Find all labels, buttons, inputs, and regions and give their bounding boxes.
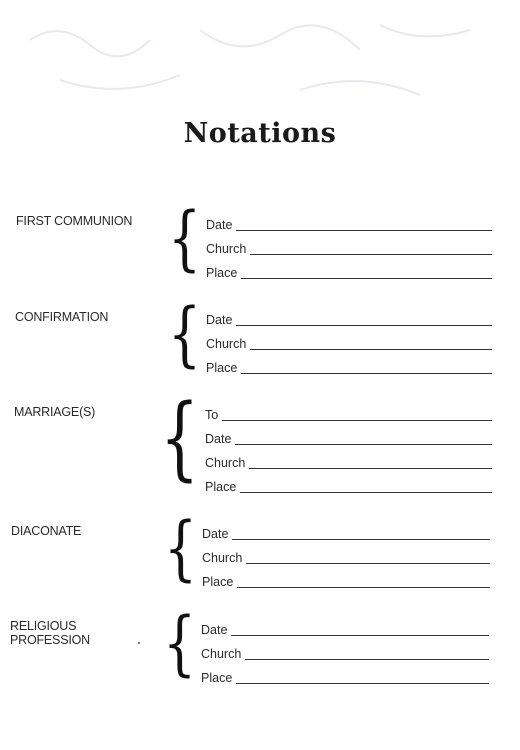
brace-icon: { xyxy=(168,294,202,376)
date-label: Date xyxy=(206,313,233,327)
church-line xyxy=(245,658,489,660)
religious-profession-label-line1: RELIGIOUS xyxy=(10,619,77,633)
church-field[interactable] xyxy=(206,238,492,256)
place-line xyxy=(236,682,489,684)
date-line xyxy=(236,324,492,326)
first-communion-label: FIRST COMMUNION xyxy=(16,214,133,228)
place-line xyxy=(241,277,492,279)
brace-icon: { xyxy=(160,385,200,492)
church-line xyxy=(249,467,492,469)
ink-speck xyxy=(138,642,140,644)
date-label: Date xyxy=(201,623,228,637)
place-line xyxy=(240,491,492,493)
place-field[interactable] xyxy=(206,357,492,375)
to-label: To xyxy=(205,408,219,422)
to-field[interactable] xyxy=(205,404,492,422)
place-label: Place xyxy=(206,361,238,375)
church-line xyxy=(250,253,492,255)
date-line xyxy=(236,229,492,231)
church-label: Church xyxy=(206,242,247,256)
church-label: Church xyxy=(202,551,243,565)
date-label: Date xyxy=(205,432,232,446)
date-field[interactable] xyxy=(206,309,492,327)
place-line xyxy=(241,372,492,374)
confirmation-label: CONFIRMATION xyxy=(15,310,109,324)
date-line xyxy=(235,443,492,445)
church-line xyxy=(246,562,490,564)
date-label: Date xyxy=(206,218,233,232)
church-field[interactable] xyxy=(206,333,492,351)
place-field[interactable] xyxy=(202,571,490,589)
date-line xyxy=(232,538,490,540)
place-label: Place xyxy=(206,266,238,280)
church-label: Church xyxy=(201,647,242,661)
brace-icon: { xyxy=(163,603,197,685)
date-label: Date xyxy=(202,527,229,541)
date-field[interactable] xyxy=(202,523,490,541)
place-line xyxy=(237,586,490,588)
church-line xyxy=(250,348,492,350)
place-label: Place xyxy=(205,480,237,494)
place-field[interactable] xyxy=(205,476,492,494)
place-field[interactable] xyxy=(206,262,492,280)
marriage-label: MARRIAGE(S) xyxy=(14,405,96,419)
church-field[interactable] xyxy=(201,643,489,661)
place-label: Place xyxy=(202,575,234,589)
to-line xyxy=(222,419,492,421)
date-field[interactable] xyxy=(201,619,489,637)
date-field[interactable] xyxy=(205,428,492,446)
diaconate-label: DIACONATE xyxy=(11,524,82,538)
date-field[interactable] xyxy=(206,214,492,232)
religious-profession-label-line2: PROFESSION xyxy=(10,633,90,647)
church-label: Church xyxy=(206,337,247,351)
page-title: Notations xyxy=(183,118,337,149)
place-label: Place xyxy=(201,671,233,685)
date-line xyxy=(231,634,489,636)
church-field[interactable] xyxy=(205,452,492,470)
place-field[interactable] xyxy=(201,667,489,685)
brace-icon: { xyxy=(164,508,198,590)
church-field[interactable] xyxy=(202,547,490,565)
church-label: Church xyxy=(205,456,246,470)
brace-icon: { xyxy=(168,198,202,280)
